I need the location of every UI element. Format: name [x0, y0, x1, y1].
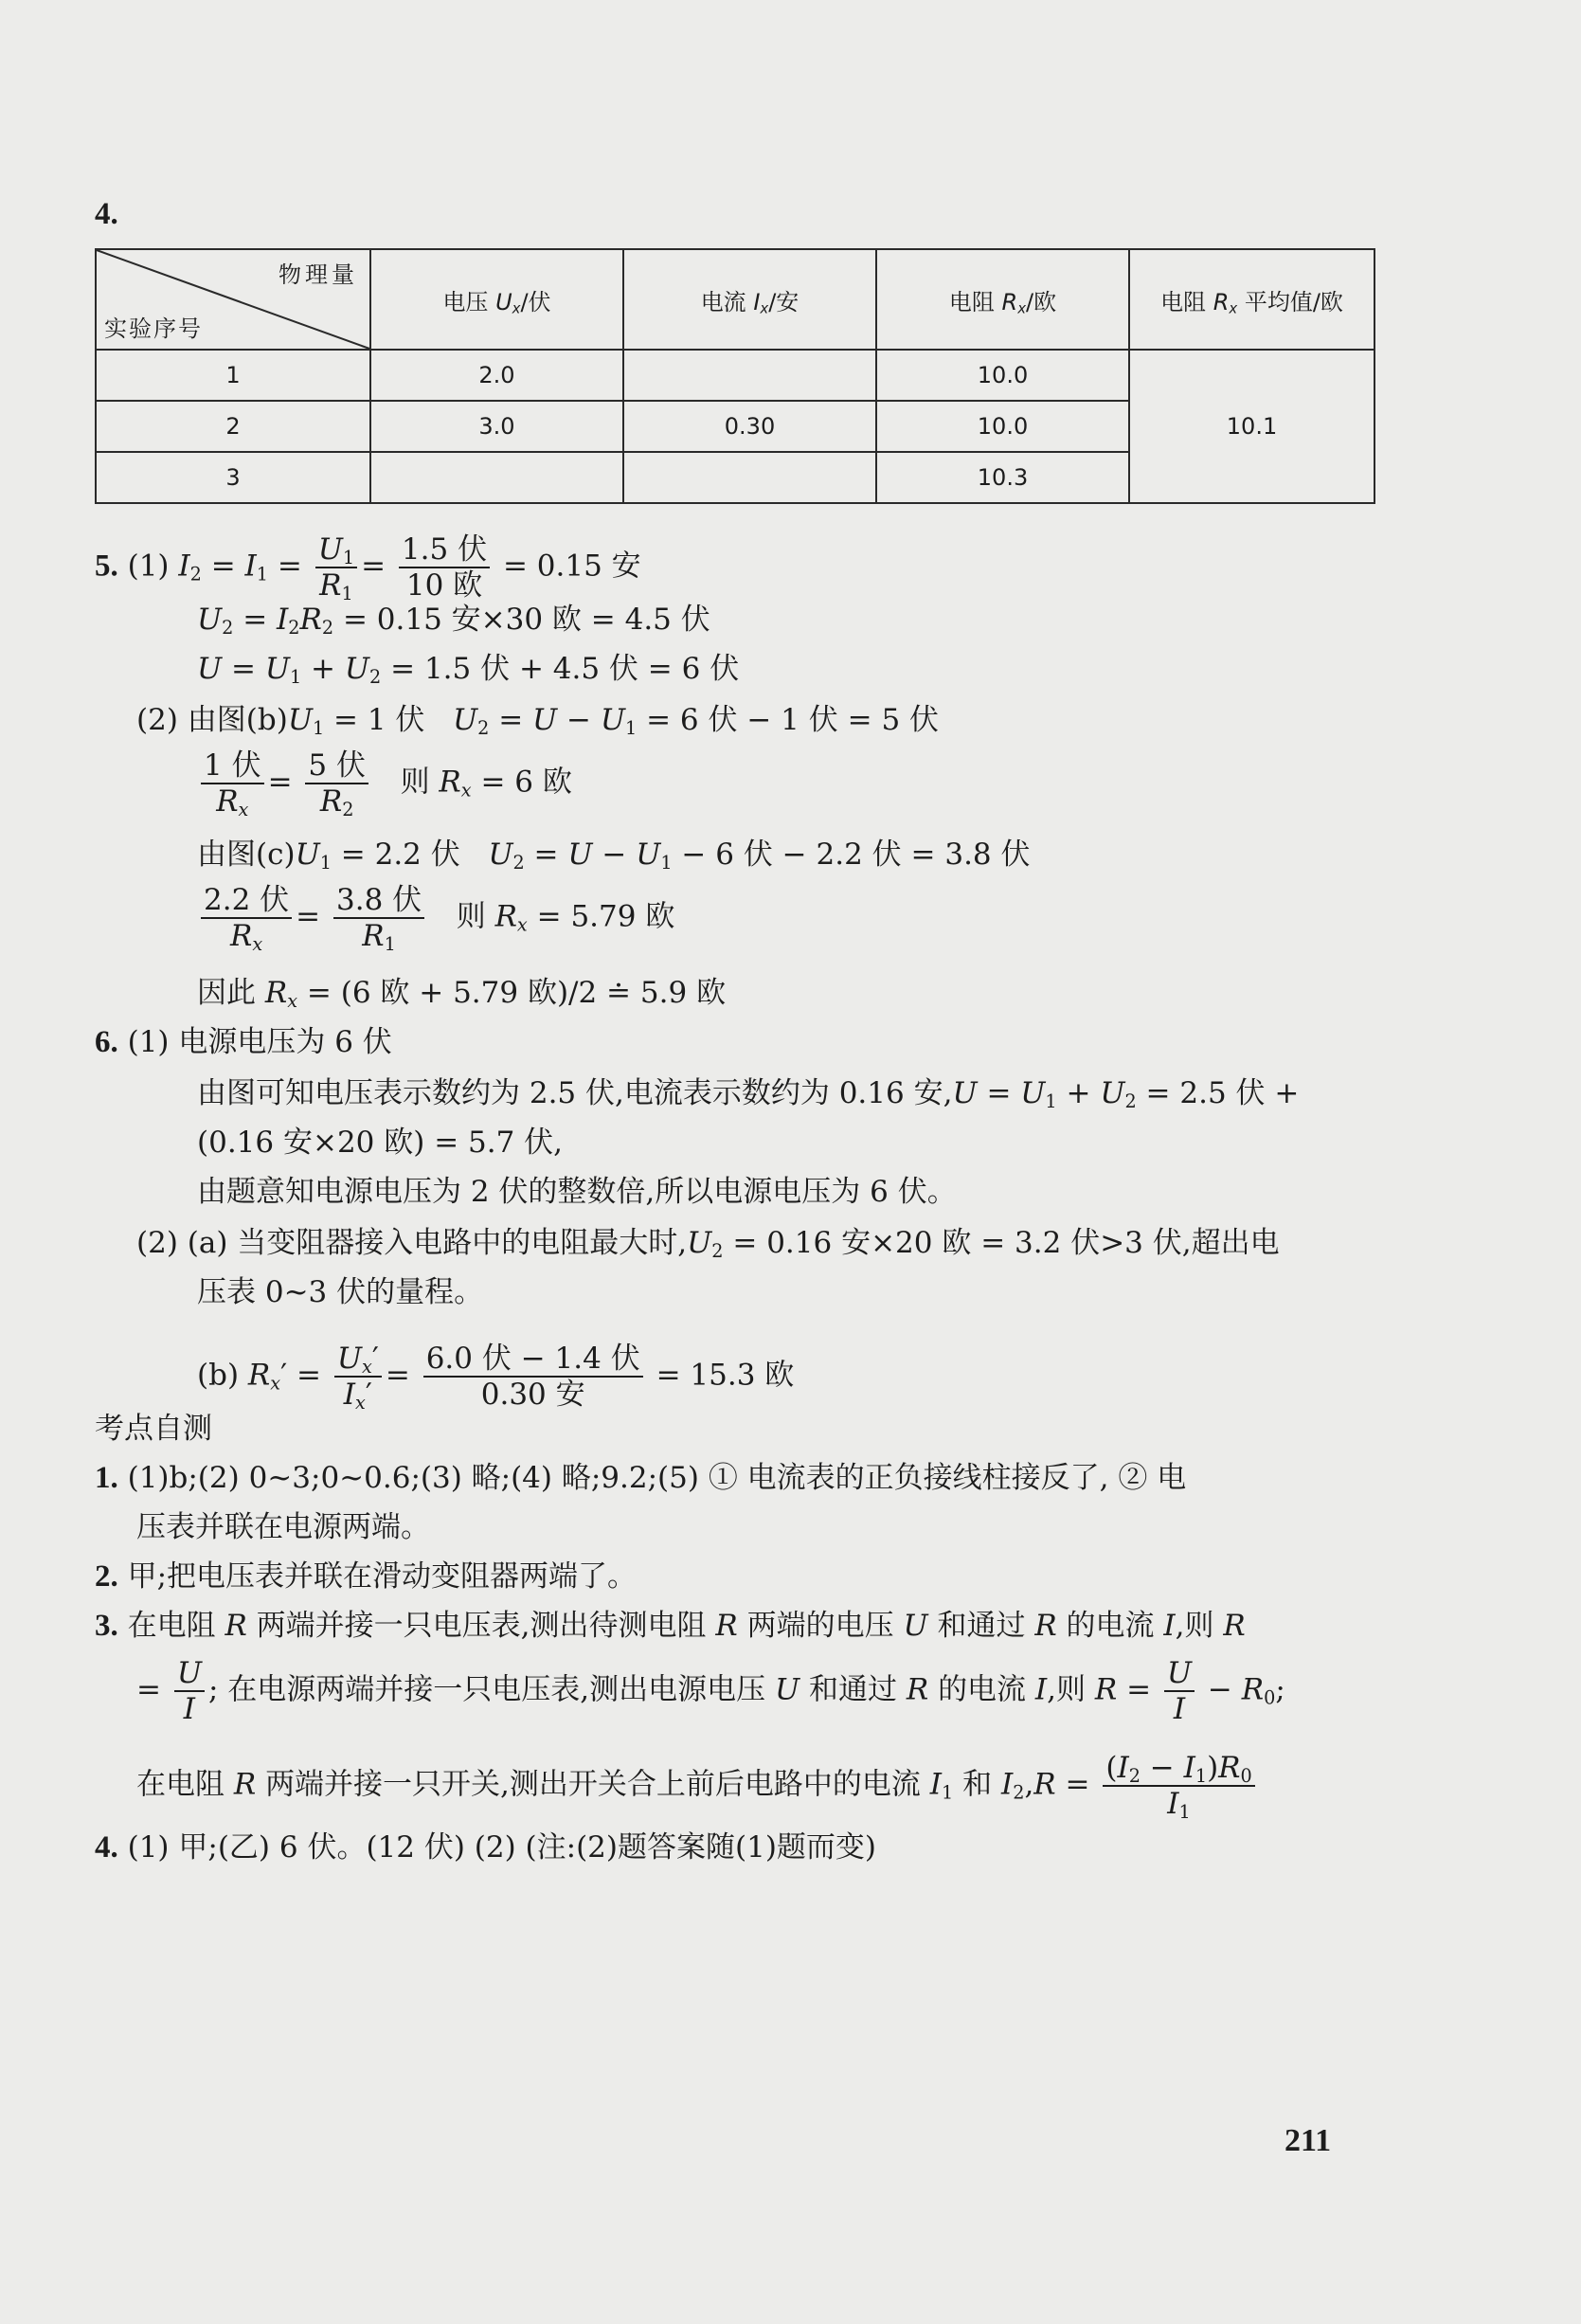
q5-line-6: 由图$(c)U_1 = 2.2$ 伏 $U_2 = U - U_1 - 6$ 伏 − 2.2 伏 = 3.8 伏	[197, 838, 1031, 874]
cell-resistance: 10.3	[876, 452, 1129, 503]
table-row	[96, 350, 1374, 401]
cell-current: 0.30	[623, 401, 876, 452]
q5-line-8: 因此 $R_x = (6$ 欧 + 5.79 欧)/2 ≐ 5.9 欧	[197, 976, 727, 1012]
q5-line-5: 1 伏 $R_x$ = 5 伏 $R_2$ 则 $R_x = 6$ 欧	[197, 748, 572, 819]
page-number: 211	[1285, 2123, 1332, 2158]
q4-number: 4.	[95, 197, 118, 231]
q5-line-1: 5. (1) $I_2 = I_1$ = $\frac{U_1}{R_1}$ = 1.5 伏 10 欧 = 0.15 安	[95, 532, 641, 604]
cell-average: 10.1	[1129, 350, 1374, 503]
q6-line-7: (b) $R_x'$ = $\frac{U_x'}{I_x'}$ = 6.0 伏 − 1.4 伏 0.30 安 = 15.3 欧	[197, 1342, 795, 1414]
q6-line-4: 由题意知电源电压为 2 伏的整数倍,所以电源电压为 6 伏。	[197, 1175, 957, 1209]
cell-voltage	[370, 452, 623, 503]
header-resistance: 电阻 $R_x/$欧	[876, 249, 1129, 350]
q6-line-1: 6. (1) 电源电压为 6 伏	[95, 1025, 392, 1059]
header-voltage: 电压 $U_x/$伏	[370, 249, 623, 350]
q6-line-3: (0.16 安×20 欧) = 5.7 伏,	[197, 1126, 564, 1160]
header-seq: 实验序号	[104, 315, 203, 342]
cell-seq: 2	[96, 401, 370, 452]
s4-line-1: 4. (1) 甲;(乙) 6 伏。(12 伏) (2) (注:(2)题答案随(1)题而变)	[95, 1830, 877, 1865]
header-diagonal-cell	[96, 249, 370, 350]
q6-line-2: 由图可知电压表示数约为 2.5 伏,电流表示数约为 0.16 安$,U = U_1 + U_2 = 2.5$ 伏 +	[197, 1076, 1300, 1112]
header-quantity: 物理量	[278, 261, 358, 288]
data-table	[95, 248, 1375, 504]
q5-line-7: 2.2 伏 $R_x$ = 3.8 伏 $R_1$ 则 $R_x = 5.79$ 欧	[197, 883, 674, 953]
s3-line-3: 在电阻 R 两端并接一只开关,测出开关合上前后电路中的电流 $I_1$ 和 $I_2,R$ = $\frac{(I_2 - I_1)R_0}{I_1}$	[136, 1751, 1259, 1821]
cell-resistance: 10.0	[876, 350, 1129, 401]
cell-voltage: 3.0	[370, 401, 623, 452]
cell-current	[623, 452, 876, 503]
header-current: 电流 $I_x/$安	[623, 249, 876, 350]
cell-seq: 1	[96, 350, 370, 401]
header-average: 电阻 $R_x$ 平均值/欧	[1129, 249, 1374, 350]
cell-current	[623, 350, 876, 401]
q5-line-4: (2) 由图$(b)U_1 = 1$ 伏 $U_2 = U - U_1 = 6$ 伏 − 1 伏 = 5 伏	[136, 703, 940, 739]
s1-line-1: 1. (1)b;(2) 0~3;0~0.6;(3) 略;(4) 略;9.2;(5) ① 电流表的正负接线柱接反了, ② 电	[95, 1461, 1187, 1495]
cell-resistance: 10.0	[876, 401, 1129, 452]
section-title: 考点自测	[95, 1412, 212, 1446]
cell-seq: 3	[96, 452, 370, 503]
s3-line-2: = $\frac{U}{I}$ ; 在电源两端并接一只电压表,测出电源电压 U 和通过 R 的电流 I,则 R = $\frac{U}{I}$ − $R_0$;	[136, 1656, 1285, 1726]
cell-voltage: 2.0	[370, 350, 623, 401]
q6-line-6: 压表 0~3 伏的量程。	[197, 1275, 484, 1309]
s1-line-2: 压表并联在电源两端。	[136, 1510, 430, 1544]
q6-line-5: (2) (a) 当变阻器接入电路中的电阻最大时$,U_2 = 0.16$ 安×20 欧 = 3.2 伏>3 伏,超出电	[136, 1226, 1280, 1262]
s3-line-1: 3. 在电阻 R 两端并接一只电压表,测出待测电阻 R 两端的电压 U 和通过 R 的电流 I,则 R	[95, 1609, 1246, 1643]
q5-line-2: $U_2 = I_2R_2 = 0.15$ 安×30 欧 = 4.5 伏	[197, 603, 710, 639]
s2-line-1: 2. 甲;把电压表并联在滑动变阻器两端了。	[95, 1559, 638, 1594]
q5-line-3: $U = U_1 + U_2 = 1.5$ 伏 + 4.5 伏 = 6 伏	[197, 652, 740, 688]
